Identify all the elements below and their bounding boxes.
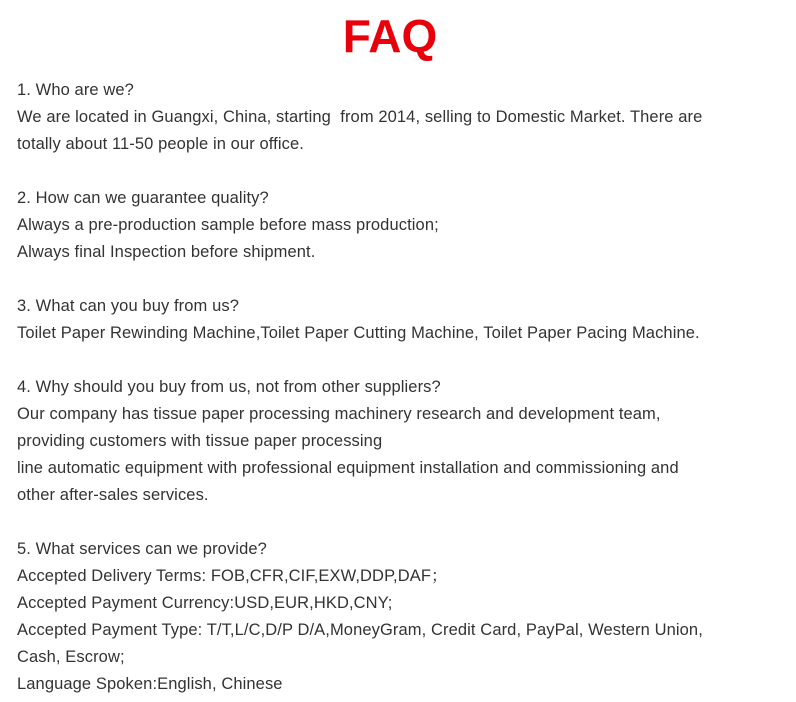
spacer <box>17 347 787 374</box>
faq-question: 4. Why should you buy from us, not from other suppliers? <box>17 378 441 396</box>
faq-item-4 <box>17 374 787 509</box>
spacer <box>17 158 787 185</box>
spacer <box>17 509 787 536</box>
faq-answer-line: totally about 11-50 people in our office. <box>17 135 304 153</box>
faq-answer-line: Language Spoken:English, Chinese <box>17 675 283 693</box>
faq-answer-line: Always final Inspection before shipment. <box>17 243 316 261</box>
faq-question: 3. What can you buy from us? <box>17 297 239 315</box>
faq-answer-line: line automatic equipment with professional equipment installation and commissioning and <box>17 459 679 477</box>
faq-question: 5. What services can we provide? <box>17 540 267 558</box>
faq-answer-line: Accepted Payment Type: T/T,L/C,D/P D/A,MoneyGram, Credit Card, PayPal, Western Union, <box>17 621 703 639</box>
faq-question: 1. Who are we? <box>17 81 134 99</box>
spacer <box>17 266 787 293</box>
faq-answer-line: Accepted Delivery Terms: FOB,CFR,CIF,EXW,DDP,DAF； <box>17 567 448 585</box>
faq-item-2 <box>17 185 787 266</box>
faq-item-5 <box>17 536 787 698</box>
faq-item-3 <box>17 293 787 347</box>
faq-question: 2. How can we guarantee quality? <box>17 189 269 207</box>
faq-answer-line: providing customers with tissue paper processing <box>17 432 383 450</box>
faq-list <box>17 77 787 698</box>
faq-answer-line: Toilet Paper Rewinding Machine,Toilet Paper Cutting Machine, Toilet Paper Pacing Machine. <box>17 324 700 342</box>
faq-answer-line: Accepted Payment Currency:USD,EUR,HKD,CNY; <box>17 594 393 612</box>
faq-answer-line: We are located in Guangxi, China, starting from 2014, selling to Domestic Market. There are <box>17 108 703 126</box>
faq-answer-line: Our company has tissue paper processing machinery research and development team, <box>17 405 661 423</box>
faq-answer-line: Always a pre-production sample before mass production; <box>17 216 439 234</box>
faq-item-1 <box>17 77 787 158</box>
faq-answer-line: Cash, Escrow; <box>17 648 125 666</box>
page-title: FAQ <box>342 10 438 62</box>
faq-answer-line: other after-sales services. <box>17 486 209 504</box>
